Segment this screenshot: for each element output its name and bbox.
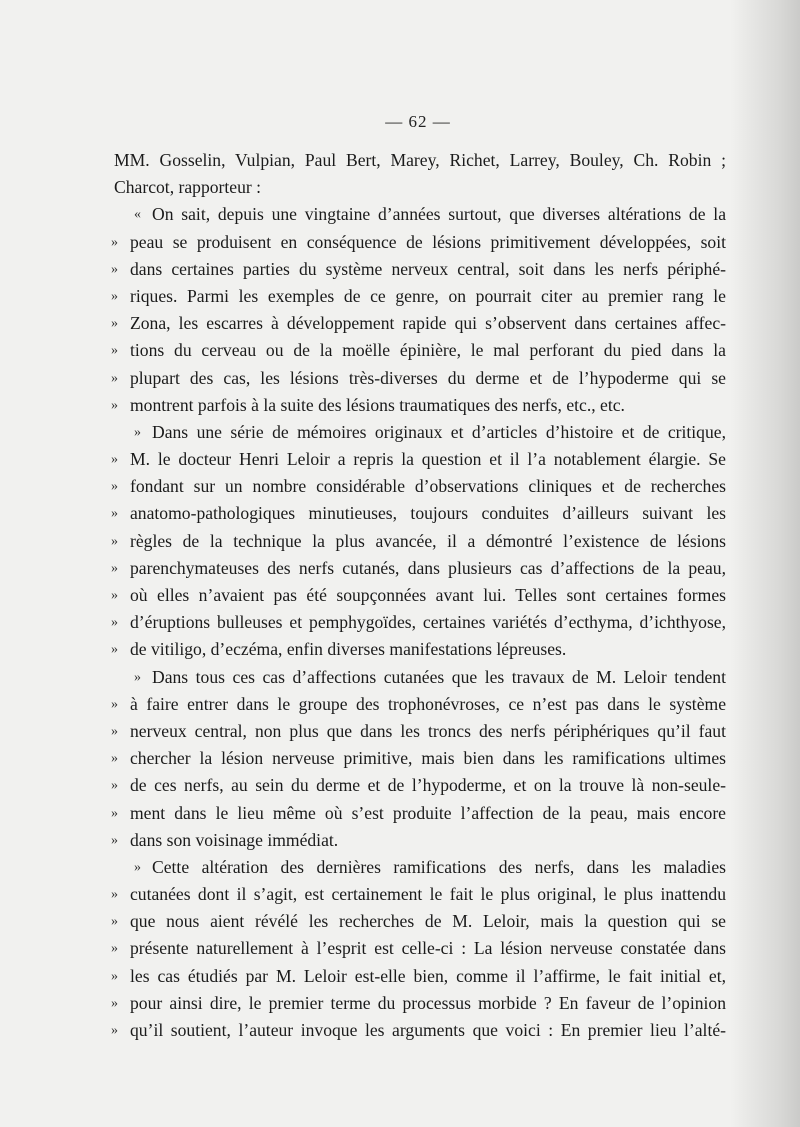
text-line bbox=[0, 147, 800, 174]
text-line bbox=[0, 392, 800, 419]
guillemet-mark: » bbox=[111, 751, 118, 767]
guillemet-mark: » bbox=[111, 995, 118, 1011]
guillemet-mark: » bbox=[111, 778, 118, 794]
text-line bbox=[0, 935, 800, 962]
line-text: cutanées dont il s’agit, est certainement le fait le plus original, le plus inattendu bbox=[130, 884, 726, 905]
line-text: Charcot, rapporteur : bbox=[114, 177, 262, 198]
text-line bbox=[0, 500, 800, 527]
line-text: présente naturellement à l’esprit est celle-ci : La lésion nerveuse constatée dans bbox=[130, 938, 726, 959]
text-line bbox=[0, 881, 800, 908]
text-line bbox=[0, 963, 800, 990]
guillemet-mark: » bbox=[111, 615, 118, 631]
guillemet-mark: » bbox=[111, 941, 118, 957]
guillemet-mark: » bbox=[111, 234, 118, 250]
guillemet-mark: » bbox=[111, 506, 118, 522]
text-line bbox=[0, 1017, 800, 1044]
line-text: MM. Gosselin, Vulpian, Paul Bert, Marey, Richet, Larrey, Bouley, Ch. Robin ; bbox=[114, 150, 726, 170]
guillemet-mark: » bbox=[111, 370, 118, 386]
guillemet-mark: » bbox=[111, 642, 118, 658]
guillemet-mark: » bbox=[111, 1023, 118, 1038]
line-text: de vitiligo, d’eczéma, enfin diverses manifestations lépreuses. bbox=[130, 639, 567, 660]
guillemet-mark: » bbox=[111, 479, 118, 495]
line-text: dans son voisinage immédiat. bbox=[130, 829, 339, 850]
line-text: à faire entrer dans le groupe des trophonévroses, ce n’est pas dans le système bbox=[130, 693, 726, 714]
guillemet-mark: » bbox=[111, 533, 118, 549]
guillemet-mark: » bbox=[111, 316, 118, 332]
guillemet-mark: » bbox=[111, 832, 118, 848]
line-text: plupart des cas, les lésions très-diverses du derme et de l’hypoderme qui se bbox=[130, 367, 726, 388]
text-line bbox=[0, 473, 800, 500]
text-line bbox=[0, 908, 800, 935]
text-line bbox=[0, 582, 800, 609]
text-line bbox=[0, 718, 800, 745]
text-line bbox=[0, 854, 800, 881]
line-text: d’éruptions bulleuses et pemphygoïdes, certaines variétés d’ecthyma, d’ichthyose, bbox=[130, 612, 726, 633]
text-line bbox=[0, 174, 800, 201]
line-text: peau se produisent en conséquence de lésions primitivement développées, soit bbox=[130, 231, 726, 252]
guillemet-mark: » bbox=[111, 887, 118, 903]
line-text: pour ainsi dire, le premier terme du processus morbide ? En faveur de l’opinion bbox=[130, 992, 726, 1013]
guillemet-mark: » bbox=[111, 968, 118, 984]
guillemet-mark: » bbox=[111, 560, 118, 576]
text-line bbox=[0, 446, 800, 473]
guillemet-mark: » bbox=[111, 805, 118, 821]
guillemet-mark: » bbox=[111, 397, 118, 413]
guillemet-mark: » bbox=[111, 452, 118, 468]
text-line bbox=[0, 609, 800, 636]
text-line bbox=[0, 745, 800, 772]
line-text: Cette altération des dernières ramifications des nerfs, dans les maladies bbox=[152, 856, 726, 877]
text-line bbox=[0, 772, 800, 799]
text-line bbox=[0, 800, 800, 827]
page-number: — 62 — bbox=[385, 112, 451, 131]
text-line bbox=[0, 664, 800, 691]
guillemet-mark: » bbox=[111, 288, 118, 304]
line-text: règles de la technique la plus avancée, il a démontré l’existence de lésions bbox=[130, 530, 726, 551]
line-text: les cas étudiés par M. Leloir est-elle bien, comme il l’affirme, le fait initial et, bbox=[130, 965, 726, 986]
line-text: montrent parfois à la suite des lésions traumatiques des nerfs, etc., etc. bbox=[130, 394, 625, 415]
guillemet-mark: « bbox=[134, 207, 141, 223]
line-text: tions du cerveau ou de la moëlle épinière, le mal perforant du pied dans la bbox=[130, 340, 726, 361]
guillemet-mark: » bbox=[111, 343, 118, 359]
line-text: On sait, depuis une vingtaine d’années surtout, que diverses altérations de la bbox=[152, 204, 726, 225]
text-line bbox=[0, 636, 800, 663]
line-text: de ces nerfs, au sein du derme et de l’hypoderme, et on la trouve là non-seule- bbox=[130, 775, 726, 796]
text-line bbox=[0, 337, 800, 364]
line-text: riques. Parmi les exemples de ce genre, on pourrait citer au premier rang le bbox=[130, 285, 726, 306]
guillemet-mark: » bbox=[134, 424, 141, 440]
guillemet-mark: » bbox=[111, 723, 118, 739]
line-text: nerveux central, non plus que dans les troncs des nerfs périphériques qu’il faut bbox=[130, 720, 726, 741]
line-text: que nous aient révélé les recherches de M. Leloir, mais la question qui se bbox=[130, 911, 726, 932]
line-text: fondant sur un nombre considérable d’observations cliniques et de recherches bbox=[130, 476, 726, 497]
line-text: Dans tous ces cas d’affections cutanées que les travaux de M. Leloir tendent bbox=[152, 666, 726, 687]
text-line bbox=[0, 229, 800, 256]
line-text: Zona, les escarres à développement rapide qui s’observent dans certaines affec- bbox=[130, 313, 726, 334]
text-line bbox=[0, 310, 800, 337]
guillemet-mark: » bbox=[111, 588, 118, 603]
guillemet-mark: » bbox=[134, 859, 141, 875]
text-line bbox=[0, 283, 800, 310]
text-line bbox=[0, 990, 800, 1017]
text-line bbox=[0, 827, 800, 854]
line-text: Dans une série de mémoires originaux et d’articles d’histoire et de critique, bbox=[152, 421, 726, 442]
text-line bbox=[0, 256, 800, 283]
guillemet-mark: » bbox=[111, 914, 118, 930]
guillemet-mark: » bbox=[134, 669, 141, 685]
line-text: parenchymateuses des nerfs cutanés, dans plusieurs cas d’affections de la peau, bbox=[130, 557, 726, 578]
line-text: M. le docteur Henri Leloir a repris la question et il l’a notablement élargie. Se bbox=[130, 449, 726, 470]
text-line bbox=[0, 555, 800, 582]
line-text: ment dans le lieu même où s’est produite l’affection de la peau, mais encore bbox=[130, 802, 726, 823]
line-text: anatomo-pathologiques minutieuses, toujours conduites d’ailleurs suivant les bbox=[130, 503, 726, 524]
guillemet-mark: » bbox=[111, 696, 118, 712]
text-line bbox=[0, 365, 800, 392]
text-line bbox=[0, 201, 800, 228]
line-text: dans certaines parties du système nerveux central, soit dans les nerfs périphé- bbox=[130, 258, 726, 279]
guillemet-mark: » bbox=[111, 261, 118, 277]
text-line bbox=[0, 419, 800, 446]
line-text: chercher la lésion nerveuse primitive, mais bien dans les ramifications ultimes bbox=[130, 748, 726, 769]
text-line bbox=[0, 691, 800, 718]
text-line bbox=[0, 528, 800, 555]
line-text: où elles n’avaient pas été soupçonnées avant lui. Telles sont certaines formes bbox=[130, 585, 726, 605]
body-text bbox=[0, 147, 800, 1044]
line-text: qu’il soutient, l’auteur invoque les arguments que voici : En premier lieu l’alté- bbox=[130, 1020, 726, 1040]
